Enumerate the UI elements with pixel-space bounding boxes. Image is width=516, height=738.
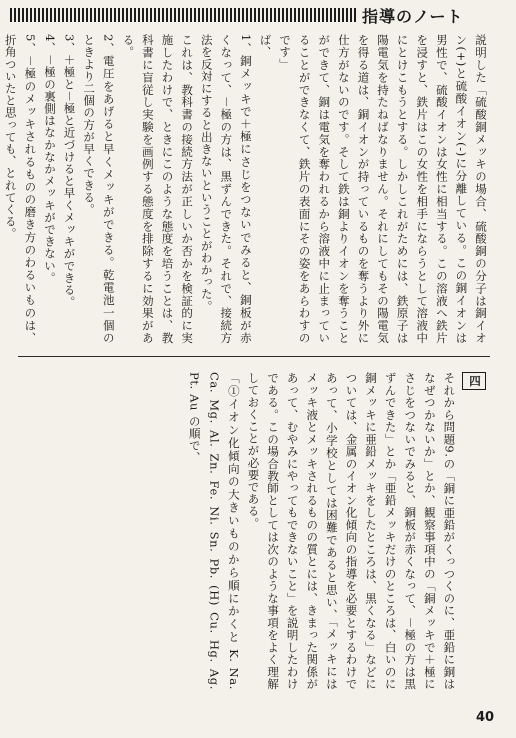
section-marker: 四 [462,372,486,390]
paragraph: 「①イオン化傾向の大きいものから順にかくと K. Na. Ca. Mg. Al. Zn. Fe. Ni. Sn. Pb. (H) Cu. Hg. Ag. Pt. Au の順で、 [187,372,241,690]
paragraph: 1、銅メッキで＋極にさじをつないでみると、銅板が赤くなって、－極の方は、黒ずんできた。それで、接続方法を反対にすると出きないということがわかった。 [199,34,253,344]
upper-text-block [3,34,490,344]
running-header-title: 指導のノート [362,7,464,26]
section-divider [18,356,490,357]
paragraph: 3、＋極と－極と近づけると早くメッキができる。 [62,34,77,309]
page-number: 40 [476,710,495,725]
paragraph: ば、 [258,34,273,59]
lower-text-block [18,372,490,690]
paragraph: 説明した「硫酸銅メッキの場合、硫酸銅の分子は銅イオン(+)と硫酸イオン(-)に分離している。この銅イオンは男性で、硫酸イオンは女性に相当する。この溶液へ鉄片を浸すと、鉄片はこの女性を相手にならうとして溶液中にとけこもうとする。しかしこれがためには、鉄原子は陽電気を持たねばなりません。それにしてもその陽電気を得る道は、銅イオンが持っているものを奪うより外に仕方がないのです。そして鉄は銅よりイオンを奪うことができて、銅は電気を奪われるから溶液中に止まっていることができなくて、鉄片の表面にその姿をあらわすのです」 [278,34,488,344]
paragraph: これは、教科書の接続方法が正しいか否かを検証的に実施したわけで、ときにこのような態度を培うことは、教科書に盲従し実験を画例する態度を排除するに効果がある。 [121,34,195,344]
paragraph: 4、－極の裏側はなかなかメッキができない。 [42,34,57,284]
paragraph: 5、－極のメッキされるものの磨き方のわるいものは、折角ついたと思っても、とれてくる。 [3,34,38,344]
paragraph: それから問題9.の「銅に亜鉛がくっつくのに、亜鉛に銅はなぜつかないか」とか、観察事項中の「銅メッキで＋極にさじをつないでみると、銅板が赤くなって、－極の方は黒ずんできた」とか「亜鉛メッキだけのところは、白いのに銅メッキに亜鉛メッキをしたところは、黒くなる」などについては、金属のイオン化傾向の指導を必要とするわけであって、小学校としては困難であると思い、「メッキにはメッキ液とメッキされるものの質とには、きまった関係があって、むやみにやってもできないこと」を説明したわけである。この場合教師としては次のような事項をよく理解しておくことが必要である。 [246,372,457,690]
header-hatch-rule [10,8,356,22]
paragraph: 2、電圧をあげると早くメッキができる。乾電池一個のときより二個の方が早くできる。 [82,34,116,344]
